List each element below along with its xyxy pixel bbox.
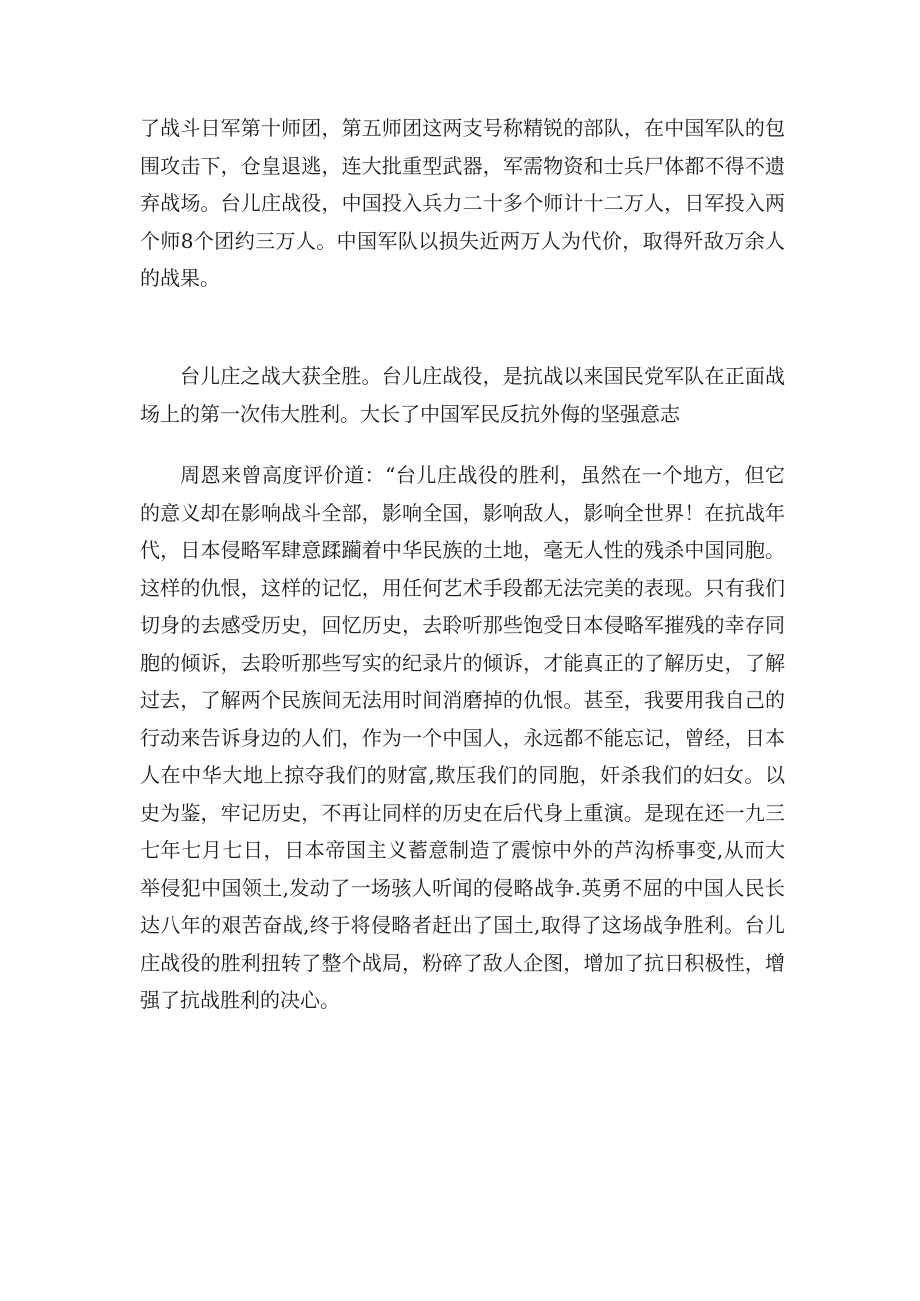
paragraph-continuation xyxy=(140,110,785,298)
paragraph-taierzhuang-victory xyxy=(140,358,785,433)
paragraph-text: 台儿庄之战大获全胜。台儿庄战役，是抗战以来国民党军队在正面战场上的第一次伟大胜利。大长了中国军民反抗外侮的坚强意志 xyxy=(140,364,785,426)
paragraph-text: 周恩来曾高度评价道：“台儿庄战役的胜利，虽然在一个地方，但它的意义却在影响战斗全部，影响全国，影响敌人，影响全世界！在抗战年代，日本侵略军肆意蹂躏着中华民族的土地，毫无人性的残杀中国同胞。这样的仇恨，这样的记忆，用任何艺术手段都无法完美的表现。只有我们切身的去感受历史，回忆历史，去聆听那些饱受日本侵略军摧残的幸存同胞的倾诉，去聆听那些写实的纪录片的倾诉，才能真正的了解历史，了解过去，了解两个民族间无法用时间消磨掉的仇恨。甚至，我要用我自己的行动来告诉身边的人们，作为一个中国人，永远都不能忘记，曾经，日本人在中华大地上掠夺我们的财富,欺压我们的同胞，奸杀我们的妇女。以史为鉴，牢记历史，不再让同样的历史在后代身上重演。是现在还一九三七年七月七日，日本帝国主义蓄意制造了震惊中外的芦沟桥事变,从而大举侵犯中国领土,发动了一场骇人听闻的侵略战争.英勇不屈的中国人民长达八年的艰苦奋战,终于将侵略者赶出了国土,取得了这场战争胜利。台儿庄战役的胜利扭转了整个战局，粉碎了敌人企图，增加了抗日积极性，增强了抗战胜利的决心。 xyxy=(140,463,785,1012)
paragraph-zhou-enlai-quote xyxy=(140,457,785,1020)
paragraph-text: 了战斗日军第十师团，第五师团这两支号称精锐的部队，在中国军队的包围攻击下，仓皇退逃，连大批重型武器，军需物资和士兵尸体都不得不遗弃战场。台儿庄战役，中国投入兵力二十多个师计十二万人，日军投入两个师8个团约三万人。中国军队以损失近两万人为代价，取得歼敌万余人的战果。 xyxy=(140,116,785,290)
